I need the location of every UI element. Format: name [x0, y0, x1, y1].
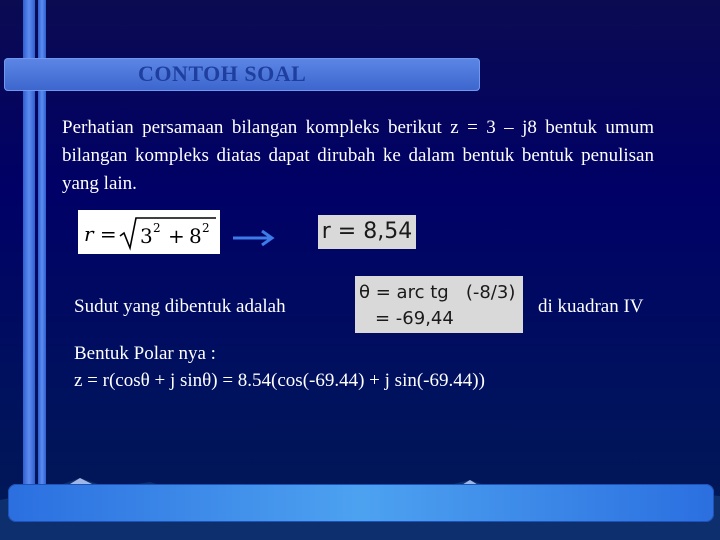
formula-term1-exp: 2 [153, 221, 161, 235]
quadrant-label: di kuadran IV [538, 296, 644, 317]
formula-lhs: r = [84, 222, 117, 246]
theta-line-1: θ = arc tg (-8/3) [359, 282, 516, 303]
polar-heading: Bentuk Polar nya : [74, 343, 216, 364]
polar-form-block [74, 340, 485, 394]
right-arrow-icon [232, 228, 276, 248]
angle-label: Sudut yang dibentuk adalah [74, 296, 286, 317]
theta-line-2: = -69,44 [375, 308, 454, 329]
formula-term2-exp: 2 [202, 221, 210, 235]
slide-title: CONTOH SOAL [138, 61, 307, 86]
theta-formula-box [355, 276, 523, 333]
formula-term1-base: 3 [140, 224, 153, 248]
result-r-box: r = 8,54 [318, 215, 416, 249]
polar-equation: z = r(cosθ + j sinθ) = 8.54(cos(-69.44) + j sin(-69.44)) [74, 370, 485, 391]
formula-term2-base: 8 [189, 224, 202, 248]
formula-plus: + [168, 224, 185, 248]
footer-strip [8, 484, 714, 522]
formula-r-image [78, 210, 220, 254]
intro-paragraph: Perhatian persamaan bilangan kompleks berikut z = 3 – j8 bentuk umum bilangan kompleks diatas dapat dirubah ke dalam bentuk bentuk penulisan yang lain. [62, 117, 654, 194]
